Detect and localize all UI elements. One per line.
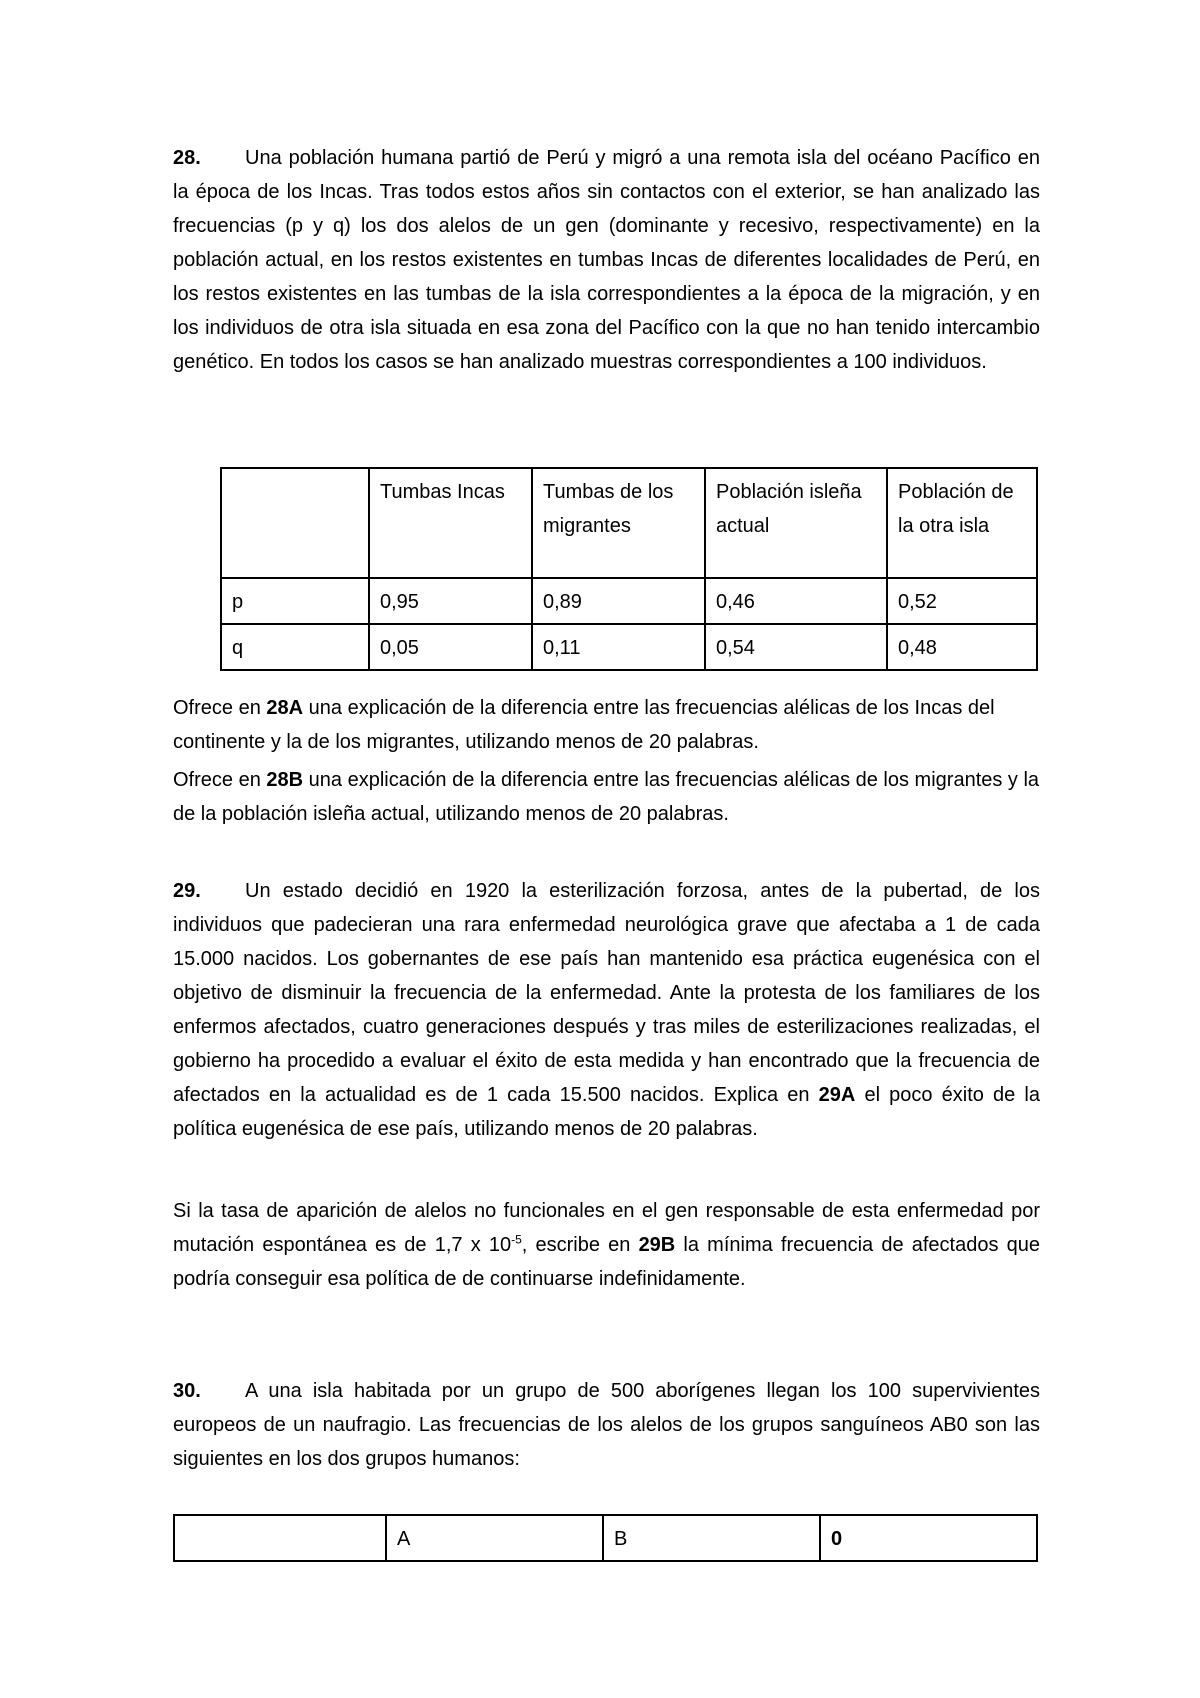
table-header-cell: Tumbas Incas <box>369 468 532 578</box>
table-header-cell: B <box>603 1515 820 1561</box>
table-header-cell: 0 <box>820 1515 1037 1561</box>
question-number: 30. <box>173 1380 201 1402</box>
part-a-prefix: Ofrece en <box>173 697 267 719</box>
part-b-prefix: Ofrece en <box>173 769 267 791</box>
table-cell: 0,89 <box>532 578 705 624</box>
table-header-cell: Población de la otra isla <box>887 468 1037 578</box>
table-cell: 0,48 <box>887 624 1037 670</box>
table-cell: 0,95 <box>369 578 532 624</box>
table-header-cell <box>221 468 369 578</box>
exponent: -5 <box>511 1232 522 1247</box>
table-header-cell: Población isleña actual <box>705 468 887 578</box>
allele-frequency-table <box>220 467 1038 671</box>
table-row <box>221 624 1037 670</box>
part-b-mid: , escribe en <box>521 1234 639 1256</box>
table-header-cell: A <box>386 1515 603 1561</box>
table-row <box>221 578 1037 624</box>
table-cell: 0,46 <box>705 578 887 624</box>
question-28-part-a <box>173 691 1053 759</box>
question-29-part-b <box>173 1194 1040 1296</box>
question-29 <box>173 874 1040 1146</box>
table-cell: 0,05 <box>369 624 532 670</box>
question-28 <box>173 141 1040 379</box>
answer-code-28a: 28A <box>266 697 304 719</box>
table-cell: 0,11 <box>532 624 705 670</box>
table-header-cell <box>174 1515 386 1561</box>
part-b-text: una explicación de la diferencia entre las frecuencias alélicas de los migrantes y la de la población isleña actual, utilizando menos de 20 palabras. <box>173 769 1040 825</box>
table-header-row <box>221 468 1037 578</box>
question-number: 28. <box>173 147 201 169</box>
question-text-end: el poco éxito de la política eugenésica de ese país, utilizando menos de 20 palabras. <box>173 1084 1040 1140</box>
question-28-part-b <box>173 763 1053 831</box>
table-header-cell: Tumbas de los migrantes <box>532 468 705 578</box>
question-text: Un estado decidió en 1920 la esterilización forzosa, antes de la pubertad, de los individuos que padecieran una rara enfermedad neurológica grave que afectaba a 1 de cada 15.000 nacidos. Los gobernantes de ese país han mantenido esa práctica eugenésica con el objetivo de disminuir la frecuencia de la enfermedad. Ante la protesta de los familiares de los enfermos afectados, cuatro generaciones después y tras miles de esterilizaciones realizadas, el gobierno ha procedido a evaluar el éxito de esta medida y han encontrado que la frecuencia de afectados en la actualidad es de 1 cada 15.500 nacidos. Explica en <box>173 880 1040 1106</box>
question-text: A una isla habitada por un grupo de 500 aborígenes llegan los 100 supervivientes europeos de un naufragio. Las frecuencias de los alelos de los grupos sanguíneos AB0 son las siguientes en los dos grupos humanos: <box>173 1380 1040 1470</box>
answer-code-29b: 29B <box>638 1234 676 1256</box>
table-cell: q <box>221 624 369 670</box>
question-number: 29. <box>173 880 201 902</box>
table-cell: 0,52 <box>887 578 1037 624</box>
table-cell: p <box>221 578 369 624</box>
part-a-text: una explicación de la diferencia entre las frecuencias alélicas de los Incas del continente y la de los migrantes, utilizando menos de 20 palabras. <box>173 697 995 753</box>
answer-code-28b: 28B <box>266 769 304 791</box>
part-b-text: Si la tasa de aparición de alelos no funcionales en el gen responsable de esta enfermedad por mutación espontánea es de 1,7 x 10 <box>173 1200 1040 1256</box>
question-30 <box>173 1374 1040 1476</box>
answer-code-29a: 29A <box>818 1084 856 1106</box>
question-text: Una población humana partió de Perú y migró a una remota isla del océano Pacífico en la época de los Incas. Tras todos estos años sin contactos con el exterior, se han analizado las frecuencias (p y q) los dos alelos de un gen (dominante y recesivo, respectivamente) en la población actual, en los restos existentes en tumbas Incas de diferentes localidades de Perú, en los restos existentes en las tumbas de la isla correspondientes a la época de la migración, y en los individuos de otra isla situada en esa zona del Pacífico con la que no han tenido intercambio genético. En todos los casos se han analizado muestras correspondientes a 100 individuos. <box>173 147 1040 373</box>
blood-group-table <box>173 1514 1038 1562</box>
table-header-row <box>174 1515 1037 1561</box>
table-cell: 0,54 <box>705 624 887 670</box>
part-b-end: la mínima frecuencia de afectados que podría conseguir esa política de de continuarse indefinidamente. <box>173 1234 1041 1290</box>
